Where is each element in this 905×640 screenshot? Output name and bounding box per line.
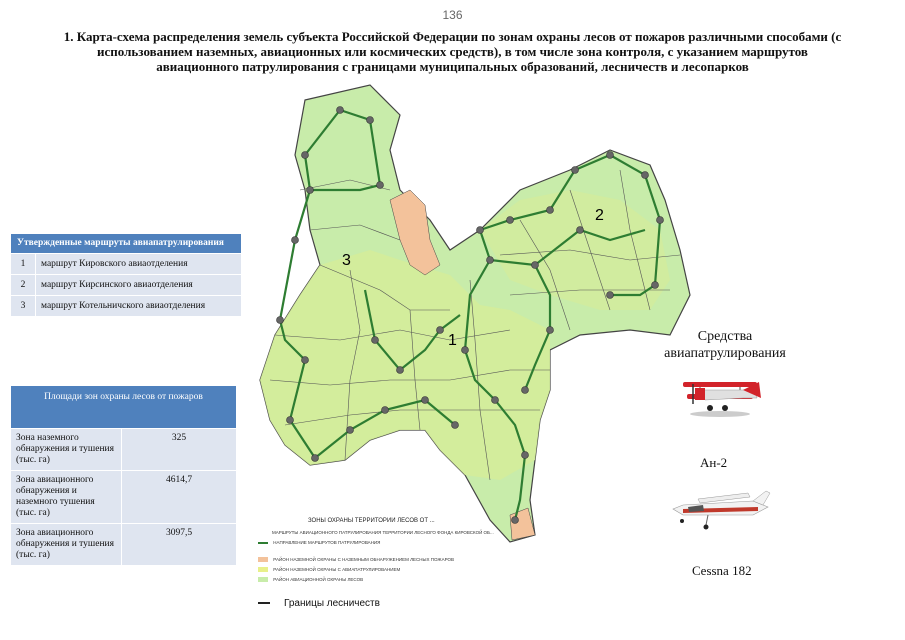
table-row (11, 471, 237, 524)
route-label: маршрут Кирсинского авиаотделения (36, 275, 242, 296)
zone-value: 3097,5 (122, 524, 237, 566)
legend-item-direction: НАПРАВЛЕНИЕ МАРШРУТОВ ПАТРУЛИРОВАНИЯ (273, 540, 381, 545)
route-label: маршрут Котельничского авиаотделения (36, 296, 242, 317)
zone-name: Зона авиационного обнаружения и наземного тушения (тыс. га) (11, 471, 122, 524)
forestry-borders-legend (258, 598, 380, 609)
route-direction-line (258, 542, 268, 544)
areas-table (10, 385, 237, 566)
routes-table (10, 233, 242, 317)
legend-item-aviation: РАЙОН АВИАЦИОННОЙ ОХРАНЫ ЛЕСОВ (273, 577, 364, 582)
table-row (11, 254, 242, 275)
table-row (11, 296, 242, 317)
table-row (11, 524, 237, 566)
legend-item-aviation-ground: РАЙОН НАЗЕМНОЙ ОХРАНЫ С АВИАПАТРУЛИРОВАНИЕМ (273, 567, 401, 572)
table-row (11, 429, 237, 471)
zone-value: 4614,7 (122, 471, 237, 524)
route-number-2: 2 (595, 207, 604, 224)
page-number: 136 (442, 8, 463, 22)
borders-label: Границы лесничеств (284, 598, 380, 609)
route-num: 2 (11, 275, 36, 296)
aviation-zone-swatch (258, 577, 268, 582)
zone-name: Зона наземного обнаружения и тушения (тыс. га) (11, 429, 122, 471)
zone-name: Зона авиационного обнаружения и тушения (тыс. га) (11, 524, 122, 566)
ground-zone-swatch (258, 557, 268, 562)
route-num: 3 (11, 296, 36, 317)
legend-item-routes: МАРШРУТЫ АВИАЦИОННОГО ПАТРУЛИРОВАНИЯ ТЕРРИТОРИИ ЛЕСНОГО ФОНДА КИРОВСКОЙ ОБ... (272, 530, 494, 535)
route-number-1: 1 (448, 332, 457, 349)
route-label: маршрут Кировского авиаотделения (36, 254, 242, 275)
route-number-3: 3 (342, 252, 351, 269)
table-row (11, 275, 242, 296)
an2-label: Ан-2 (700, 455, 728, 470)
cessna-plane-icon (668, 485, 773, 540)
dashed-border-icon (258, 602, 270, 604)
an2-plane-icon (675, 368, 765, 428)
legend-item-ground: РАЙОН НАЗЕМНОЙ ОХРАНЫ С НАЗЕМНЫМ ОБНАРУЖЕНИЕМ ЛЕСНЫХ ПОЖАРОВ (273, 557, 454, 562)
forest-zone-map (250, 80, 710, 550)
route-num: 1 (11, 254, 36, 275)
routes-table-header: Утвержденные маршруты авиапатрулирования (11, 234, 242, 254)
aviation-ground-swatch (258, 567, 268, 572)
cessna-label: Cessna 182 (692, 563, 752, 578)
legend-title: ЗОНЫ ОХРАНЫ ТЕРРИТОРИИ ЛЕСОВ ОТ ... (308, 518, 435, 524)
aircraft-title: Средства авиапатрулирования (664, 329, 786, 361)
page-title: 1. Карта-схема распределения земель субъекта Российской Федерации по зонам охраны лесов от пожаров различными способами (с использованием наземных, авиационных или космических средств), в том числе зона контроля, с указанием маршрутов авиационного патрулирования с границами муниципальных образований, лесничеств и лесопарков (63, 29, 842, 74)
zone-value: 325 (122, 429, 237, 471)
areas-table-header: Площади зон охраны лесов от пожаров (11, 386, 237, 429)
